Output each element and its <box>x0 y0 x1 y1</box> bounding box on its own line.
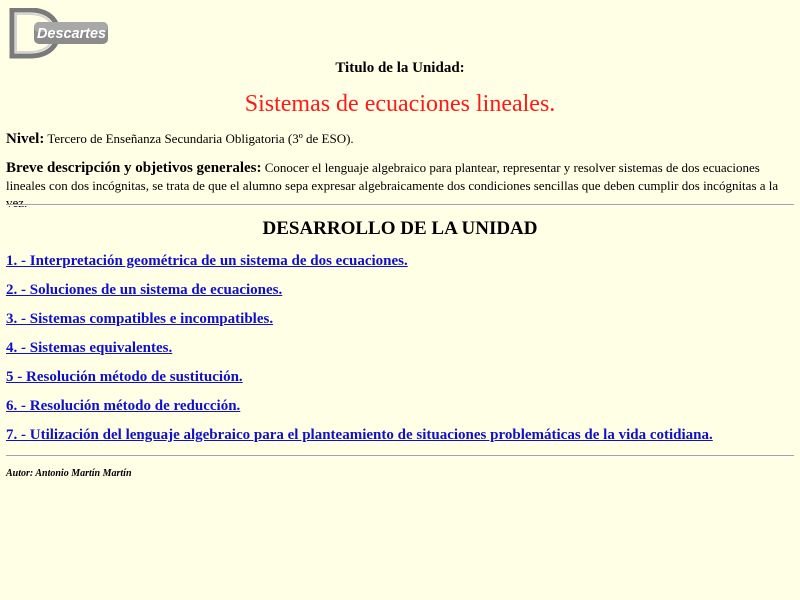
list-item <box>6 396 796 425</box>
link-metodo-reduccion[interactable]: 6. - Resolución método de reducción. <box>6 398 241 414</box>
divider-top <box>6 204 794 206</box>
link-interpretacion-geometrica[interactable]: 1. - Interpretación geométrica de un sistema de dos ecuaciones. <box>6 253 408 269</box>
logo-text: Descartes <box>37 25 106 42</box>
description-value: Conocer el lenguaje algebraico para plantear, representar y resolver sistemas de dos ecuaciones lineales con dos incógnitas, se trata de que el alumno sepa expresar algebraicamente dos condiciones sencillas que deben cumplir dos incógnitas a la vez. <box>6 160 779 210</box>
unit-links-list <box>6 251 796 454</box>
author-credit: Autor: Antonio Martín Martín <box>6 468 132 479</box>
description-label: Breve descripción y objetivos generales: <box>6 160 262 176</box>
page-title: Sistemas de ecuaciones lineales. <box>244 91 556 117</box>
section-heading: DESARROLLO DE LA UNIDAD <box>262 218 538 239</box>
list-item <box>6 309 796 338</box>
level-value: Tercero de Enseñanza Secundaria Obligatoria (3º de ESO). <box>44 131 354 146</box>
link-lenguaje-algebraico[interactable]: 7. - Utilización del lenguaje algebraico para el planteamiento de situaciones problemáticas de la vida cotidiana. <box>6 427 713 443</box>
link-metodo-sustitucion[interactable]: 5 - Resolución método de sustitución. <box>6 369 243 385</box>
unit-title-label: Titulo de la Unidad: <box>335 60 465 76</box>
link-soluciones-sistema[interactable]: 2. - Soluciones de un sistema de ecuaciones. <box>6 282 283 298</box>
divider-bottom <box>6 455 794 457</box>
link-sistemas-compatibles[interactable]: 3. - Sistemas compatibles e incompatibles. <box>6 311 274 327</box>
list-item <box>6 338 796 367</box>
list-item <box>6 425 796 454</box>
level-label: Nivel: <box>6 131 45 147</box>
level-line <box>6 131 354 148</box>
list-item <box>6 280 796 309</box>
link-sistemas-equivalentes[interactable]: 4. - Sistemas equivalentes. <box>6 340 173 356</box>
list-item <box>6 367 796 396</box>
descartes-logo <box>8 8 112 60</box>
list-item <box>6 251 796 280</box>
